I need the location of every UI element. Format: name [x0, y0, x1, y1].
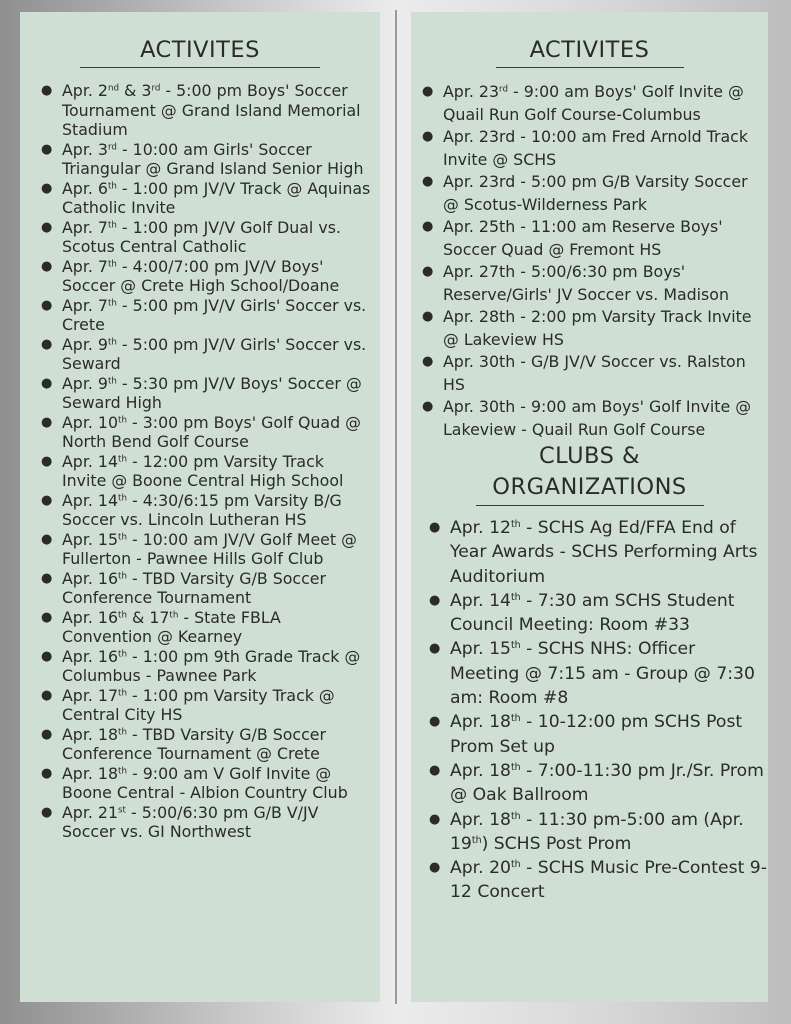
item-text: Apr. 30th - 9:00 am Boys' Golf Invite @ Lakeview - Quail Run Golf Course [443, 397, 752, 439]
list-item [41, 685, 372, 725]
activities-list-left [41, 81, 372, 842]
item-text: Apr. 28th - 2:00 pm Varsity Track Invite @ Lakeview HS [443, 307, 752, 349]
ordinal-suffix: th [118, 609, 127, 620]
item-text: Apr. 7 [62, 295, 108, 315]
item-text: - 7:00-11:30 pm Jr./Sr. Prom @ Oak Ballroom [450, 760, 764, 806]
ordinal-suffix: th [510, 591, 521, 603]
bullet-icon: ● [41, 687, 53, 703]
item-text: Apr. 17 [62, 685, 119, 705]
item-text: - 1:00 pm JV/V Track @ Aquinas Catholic Invite [62, 178, 371, 217]
item-text: Apr. 14 [62, 490, 119, 510]
item-text: Apr. 18 [450, 712, 511, 733]
left-panel [20, 12, 380, 1002]
ordinal-suffix: th [510, 859, 521, 871]
bullet-icon: ● [422, 219, 434, 234]
list-item [429, 589, 768, 638]
ordinal-suffix: st [118, 804, 126, 815]
item-text: & 17 [126, 607, 170, 627]
item-text: - 1:00 pm JV/V Golf Dual vs. Scotus Central Catholic [62, 217, 341, 256]
list-item [41, 81, 372, 140]
item-text: - SCHS Music Pre-Contest 9-12 Concert [450, 858, 767, 903]
list-item [41, 802, 372, 842]
bullet-icon: ● [429, 520, 441, 535]
bullet-icon: ● [429, 714, 441, 730]
item-text: Apr. 18 [62, 763, 119, 783]
ordinal-suffix: th [118, 531, 127, 542]
bullet-icon: ● [41, 726, 53, 742]
list-item [41, 607, 372, 647]
item-text: Apr. 14 [62, 451, 119, 471]
ordinal-suffix: th [107, 375, 117, 386]
bullet-icon: ● [429, 641, 441, 657]
list-item [429, 516, 768, 589]
ordinal-suffix: th [118, 570, 127, 581]
bullet-icon: ● [422, 129, 434, 144]
item-text: Apr. 2 [62, 81, 108, 100]
list-item [41, 763, 372, 803]
list-item [41, 178, 372, 218]
list-item [429, 808, 768, 857]
bullet-icon: ● [422, 84, 434, 99]
list-item [41, 295, 372, 335]
item-text: Apr. 18 [450, 760, 511, 781]
bullet-icon: ● [422, 309, 434, 324]
item-text: ) SCHS Post Prom [481, 833, 632, 854]
ordinal-suffix: th [118, 687, 127, 698]
ordinal-suffix: th [510, 640, 521, 652]
ordinal-suffix: th [510, 761, 521, 773]
list-item [41, 256, 372, 296]
item-text: & 3 [119, 81, 152, 100]
item-text: Apr. 18 [62, 724, 119, 744]
item-text: Apr. 12 [450, 518, 511, 538]
item-text: Apr. 18 [450, 809, 511, 830]
item-text: - 4:00/7:00 pm JV/V Boys' Soccer @ Crete High School/Doane [62, 256, 340, 295]
item-text: - 5:00 pm JV/V Girls' Soccer vs. Seward [62, 334, 367, 373]
bullet-icon: ● [41, 141, 53, 157]
item-text: - 7:30 am SCHS Student Council Meeting: Room #33 [450, 590, 735, 636]
bullet-icon: ● [41, 180, 53, 196]
list-item [41, 529, 372, 569]
item-text: - 10:00 am JV/V Golf Meet @ Fullerton - Pawnee Hills Golf Club [62, 529, 357, 568]
item-text: Apr. 14 [450, 590, 511, 611]
item-text: Apr. 7 [62, 217, 108, 237]
item-text: - 12:00 pm Varsity Track Invite @ Boone Central High School [62, 451, 344, 490]
item-text: - 5:00 pm JV/V Girls' Soccer vs. Crete [62, 295, 367, 334]
bullet-icon: ● [41, 765, 53, 781]
list-item [41, 373, 372, 413]
item-text: Apr. 3 [62, 139, 108, 159]
list-item [41, 646, 372, 686]
ordinal-suffix: th [118, 414, 127, 425]
list-item [422, 216, 765, 261]
item-text: - 9:00 am Boys' Golf Invite @ Quail Run Golf Course-Columbus [443, 82, 744, 124]
bullet-icon: ● [429, 592, 441, 608]
bullet-icon: ● [422, 354, 434, 369]
item-text: - SCHS Ag Ed/FFA End of Year Awards - SCHS Performing Arts Auditorium [450, 518, 758, 587]
item-text: - 1:00 pm Varsity Track @ Central City HS [62, 685, 335, 724]
heading-underline [496, 67, 684, 68]
list-item [429, 856, 768, 905]
item-text: - 10-12:00 pm SCHS Post Prom Set up [450, 712, 743, 757]
list-item [429, 637, 768, 710]
clubs-heading [411, 441, 768, 503]
bullet-icon: ● [41, 453, 53, 469]
list-item [422, 306, 765, 351]
ordinal-suffix: rd [151, 83, 161, 94]
ordinal-suffix: th [118, 648, 127, 659]
ordinal-suffix: th [169, 609, 179, 620]
clubs-heading-line1: CLUBS & [538, 443, 641, 469]
bullet-icon: ● [41, 804, 53, 820]
item-text: - TBD Varsity G/B Soccer Conference Tournament [62, 568, 327, 607]
ordinal-suffix: th [118, 492, 127, 503]
item-text: Apr. 10 [62, 412, 119, 432]
heading-underline [80, 67, 320, 68]
item-text: Apr. 9 [62, 334, 108, 354]
item-text: Apr. 16 [62, 607, 119, 627]
item-text: - 9:00 am V Golf Invite @ Boone Central - Albion Country Club [62, 763, 348, 802]
ordinal-suffix: th [107, 219, 117, 230]
list-item [41, 724, 372, 764]
ordinal-suffix: th [510, 810, 521, 822]
item-text: Apr. 30th - G/B JV/V Soccer vs. Ralston HS [443, 352, 746, 394]
list-item [41, 412, 372, 452]
bullet-icon: ● [41, 375, 53, 391]
item-text: Apr. 7 [62, 256, 108, 276]
bullet-icon: ● [422, 264, 434, 279]
ordinal-suffix: th [471, 834, 482, 846]
bullet-icon: ● [41, 570, 53, 586]
item-text: Apr. 9 [62, 373, 108, 393]
clubs-list [429, 516, 768, 905]
list-item [422, 396, 765, 441]
item-text: Apr. 15 [62, 529, 119, 549]
list-item [41, 217, 372, 257]
bullet-icon: ● [41, 83, 53, 98]
bullet-icon: ● [429, 860, 441, 876]
item-text: Apr. 23rd - 10:00 am Fred Arnold Track Invite @ SCHS [443, 127, 748, 169]
item-text: Apr. 23 [443, 82, 500, 101]
ordinal-suffix: nd [107, 83, 120, 94]
list-item [422, 126, 765, 171]
list-item [422, 351, 765, 396]
item-text: Apr. 25th - 11:00 am Reserve Boys' Soccer Quad @ Fremont HS [443, 217, 723, 259]
column-divider [395, 10, 397, 1004]
bullet-icon: ● [41, 648, 53, 664]
item-text: Apr. 27th - 5:00/6:30 pm Boys' Reserve/Girls' JV Soccer vs. Madison [443, 262, 729, 304]
item-text: Apr. 16 [62, 568, 119, 588]
bullet-icon: ● [41, 492, 53, 508]
item-text: Apr. 16 [62, 646, 119, 666]
item-text: - 4:30/6:15 pm Varsity B/G Soccer vs. Lincoln Lutheran HS [62, 490, 342, 529]
ordinal-suffix: rd [499, 84, 508, 95]
clubs-heading-underline [476, 505, 704, 506]
bullet-icon: ● [41, 609, 53, 625]
bullet-icon: ● [422, 399, 434, 414]
list-item [422, 81, 765, 126]
item-text: - 3:00 pm Boys' Golf Quad @ North Bend Golf Course [62, 412, 361, 451]
bullet-icon: ● [41, 336, 53, 352]
item-text: Apr. 23rd - 5:00 pm G/B Varsity Soccer @ Scotus-Wilderness Park [443, 172, 748, 214]
activities-heading-left: ACTIVITES [140, 37, 260, 63]
activities-heading-right: ACTIVITES [529, 37, 650, 63]
bullet-icon: ● [429, 811, 441, 827]
list-item [429, 759, 768, 808]
bullet-icon: ● [41, 258, 53, 274]
bullet-icon: ● [41, 297, 53, 313]
bullet-icon: ● [429, 762, 441, 778]
item-text: - 1:00 pm 9th Grade Track @ Columbus - Pawnee Park [62, 646, 361, 685]
list-item [41, 568, 372, 608]
bullet-icon: ● [422, 174, 434, 189]
list-item [41, 334, 372, 374]
list-item [429, 710, 768, 759]
list-item [422, 261, 765, 306]
item-text: - State FBLA Convention @ Kearney [62, 607, 281, 646]
ordinal-suffix: th [510, 713, 521, 725]
bullet-icon: ● [41, 531, 53, 547]
item-text: - 11:30 pm-5:00 am (Apr. 19 [450, 809, 744, 854]
bullet-icon: ● [41, 414, 53, 430]
ordinal-suffix: rd [107, 141, 117, 152]
item-text: - 5:00 pm Boys' Soccer Tournament @ Grand Island Memorial Stadium [62, 81, 361, 139]
item-text: - 10:00 am Girls' Soccer Triangular @ Grand Island Senior High [62, 139, 364, 178]
bullet-icon: ● [41, 219, 53, 235]
ordinal-suffix: th [107, 258, 117, 269]
item-text: - TBD Varsity G/B Soccer Conference Tournament @ Crete [62, 724, 327, 763]
item-text: - SCHS NHS: Officer Meeting @ 7:15 am - Group @ 7:30 am: Room #8 [450, 639, 755, 709]
ordinal-suffix: th [510, 518, 521, 530]
item-text: Apr. 15 [450, 639, 511, 660]
ordinal-suffix: th [107, 297, 117, 308]
item-text: - 5:30 pm JV/V Boys' Soccer @ Seward High [62, 373, 362, 412]
item-text: Apr. 21 [62, 802, 119, 822]
item-text: Apr. 20 [450, 858, 511, 879]
ordinal-suffix: th [118, 726, 127, 737]
list-item [41, 451, 372, 491]
list-item [41, 490, 372, 530]
ordinal-suffix: th [118, 453, 127, 464]
list-item [41, 139, 372, 179]
item-text: Apr. 6 [62, 178, 108, 198]
ordinal-suffix: th [107, 180, 117, 191]
ordinal-suffix: th [107, 336, 117, 347]
list-item [422, 171, 765, 216]
activities-list-right [422, 81, 765, 441]
clubs-heading-line2: ORGANIZATIONS [492, 474, 687, 500]
item-text: - 5:00/6:30 pm G/B V/JV Soccer vs. GI Northwest [62, 802, 319, 841]
right-panel [411, 12, 768, 1002]
ordinal-suffix: th [118, 765, 127, 776]
